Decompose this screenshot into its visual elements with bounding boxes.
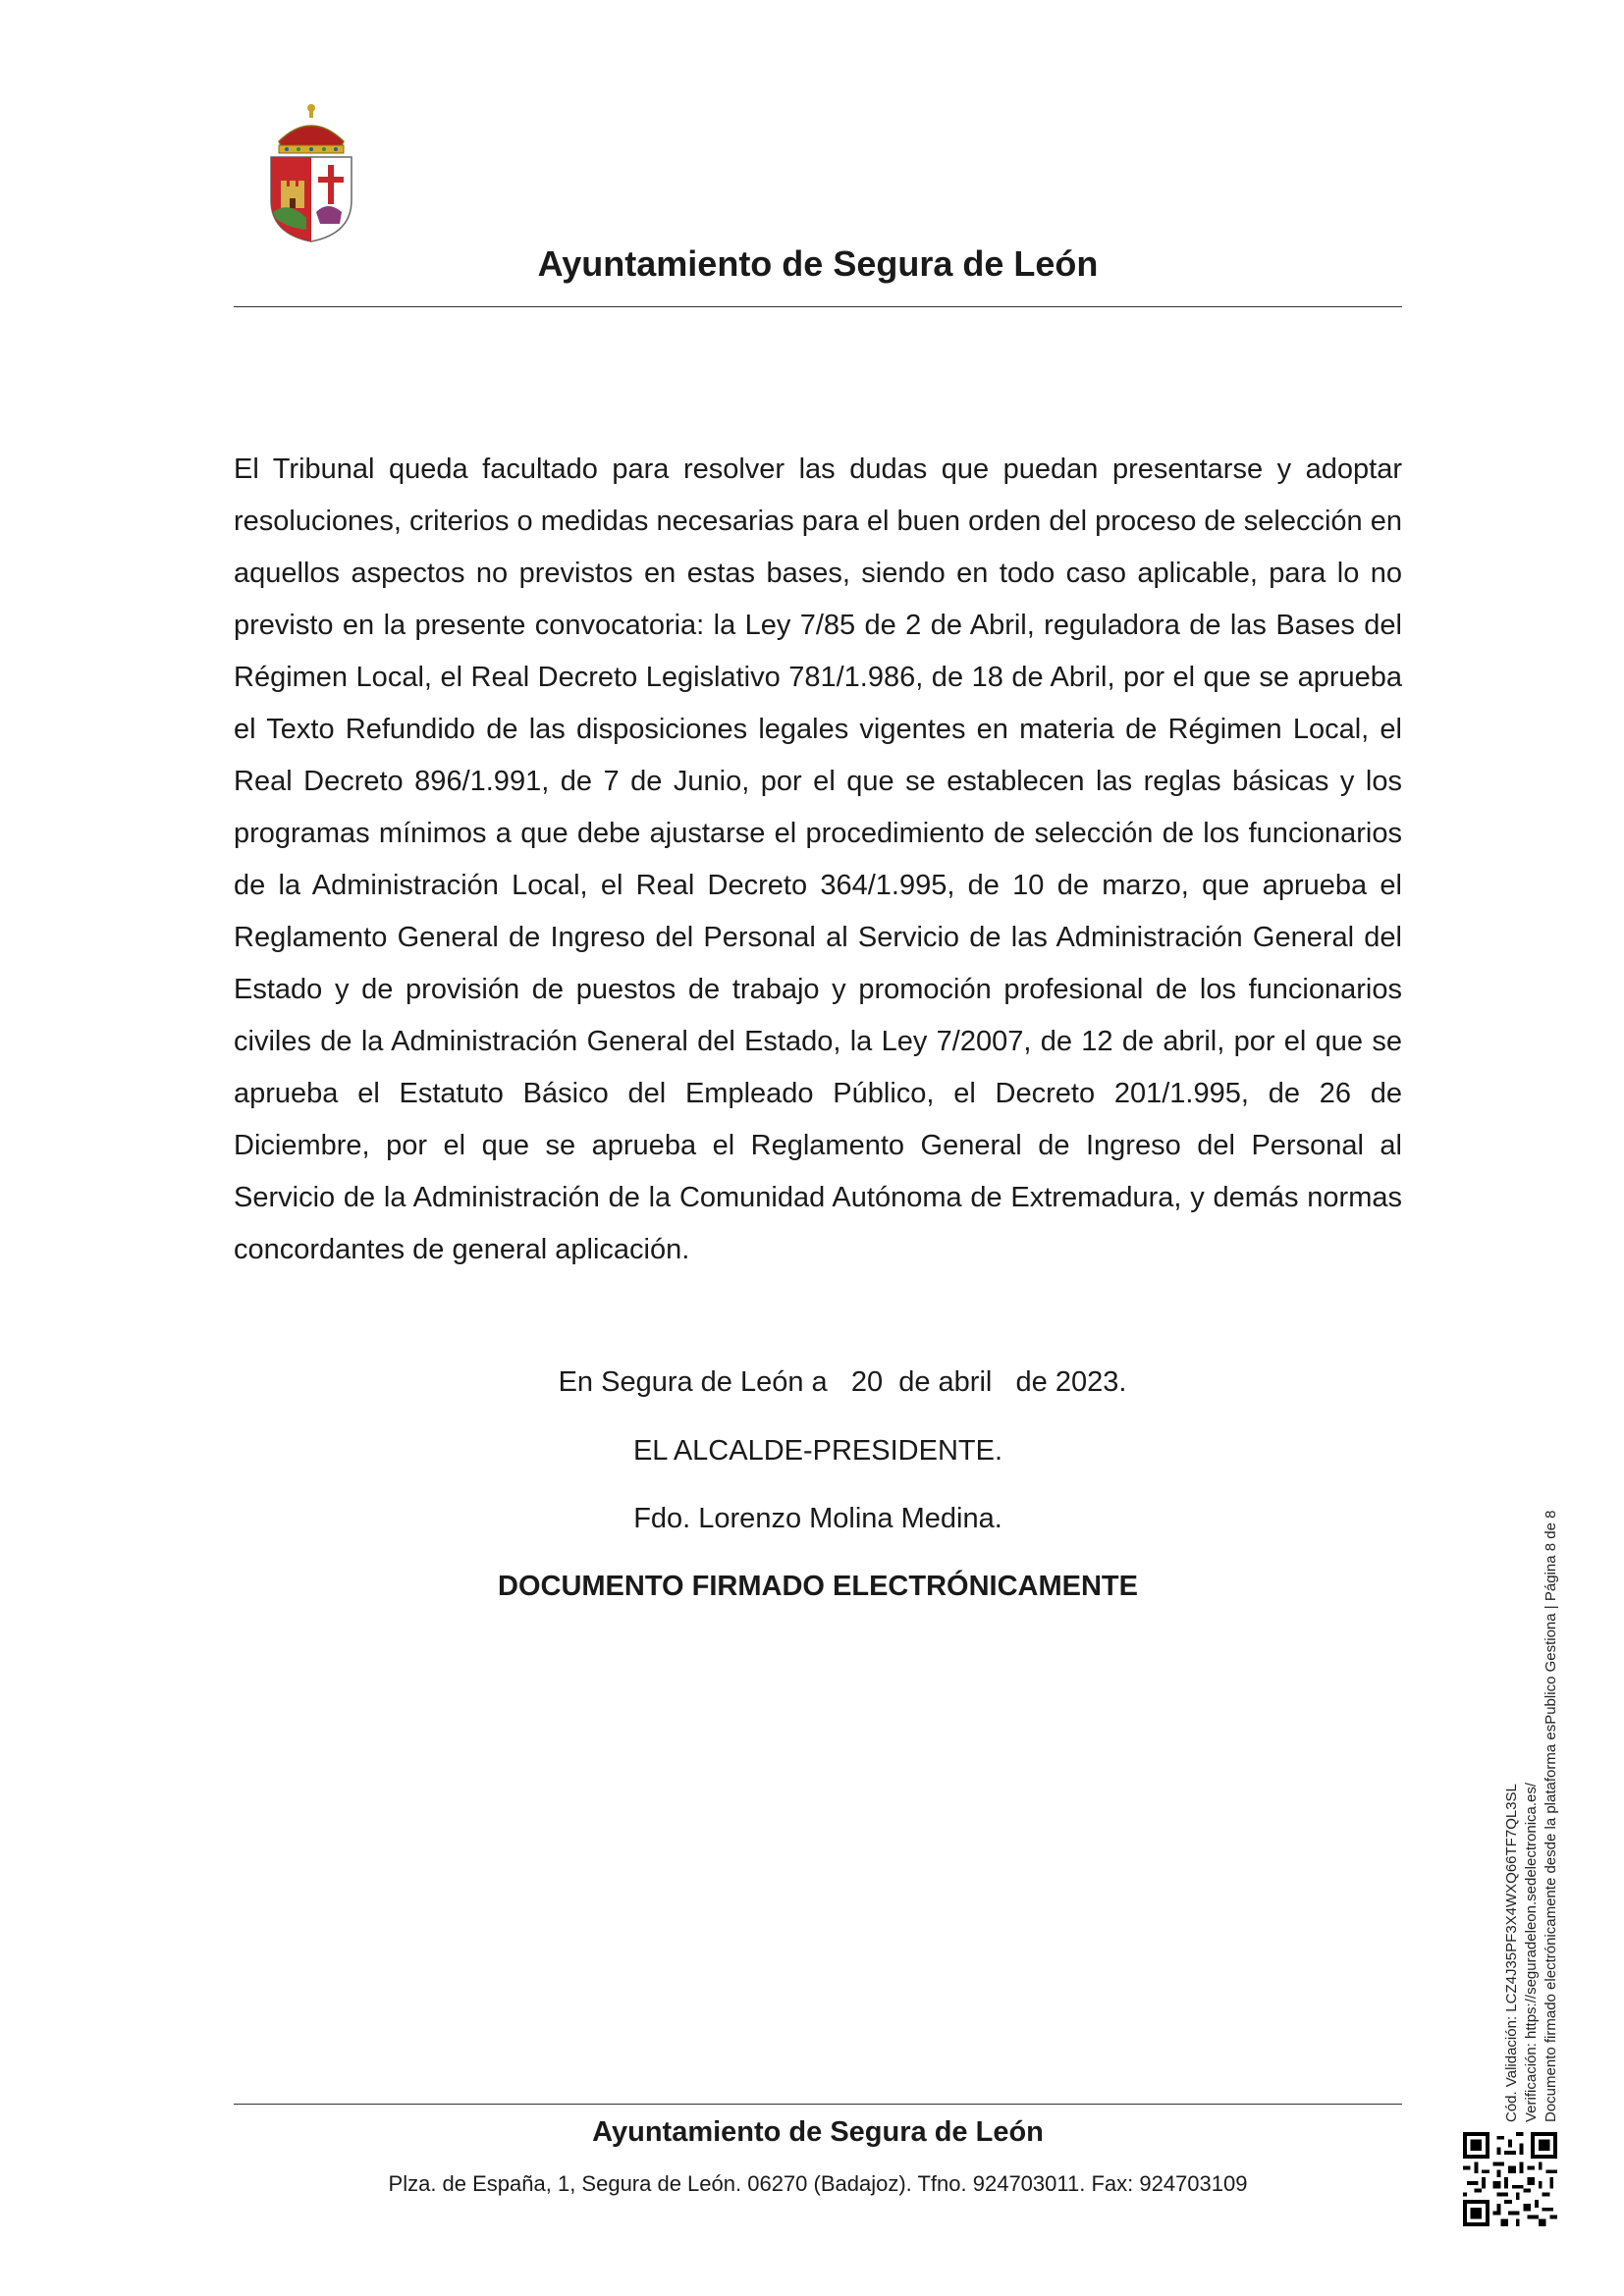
signer-title: EL ALCALDE-PRESIDENTE. <box>632 1435 1003 1467</box>
coat-of-arms-icon <box>267 102 355 243</box>
platform-note: Documento firmado electrónicamente desde la plataforma esPublico Gestiona | Página 8 de 8 <box>1543 1510 1559 2122</box>
footer-address: Plza. de España, 1, Segura de León. 06270 (Badajoz). Tfno. 924703011. Fax: 924703109 <box>388 2171 1248 2196</box>
header-divider <box>234 306 1402 307</box>
footer-divider <box>234 2104 1402 2105</box>
footer-title: Ayuntamiento de Segura de León <box>592 2116 1044 2148</box>
validation-code: Cód. Validación: LCZ4J35PF3X4WXQ66TF7QL3SL <box>1503 1784 1520 2122</box>
body-paragraph: El Tribunal queda facultado para resolver las dudas que puedan presentarse y adoptar resoluciones, criterios o medidas necesarias para el buen orden del proceso de selección en aquellos aspectos no previstos en estas bases, siendo en todo caso aplicable, para lo no previsto en la presente convocatoria: la Ley 7/85 de 2 de Abril, reguladora de las Bases del Régimen Local, el Real Decreto Legislativo 781/1.986, de 18 de Abril, por el que se aprueba el Texto Refundido de las disposiciones legales vigentes en materia de Régimen Local, el Real Decreto 896/1.991, de 7 de Junio, por el que se establecen las reglas básicas y los programas mínimos a que debe ajustarse el procedimiento de selección de los funcionarios de la Administración Local, el Real Decreto 364/1.995, de 10 de marzo, que aprueba el Reglamento General de Ingreso del Personal al Servicio de las Administración General del Estado y de provisión de puestos de trabajo y promoción profesional de los funcionarios civiles de la Administración General del Estado, la Ley 7/2007, de 12 de abril, por el que se aprueba el Estatuto Básico del Empleado Público, el Decreto 201/1.995, de 26 de Diciembre, por el que se aprueba el Reglamento General de Ingreso del Personal al Servicio de la Administración de la Comunidad Autónoma de Extremadura, y demás normas concordantes de general aplicación. <box>234 454 1402 1265</box>
qr-code-icon <box>1463 2132 1557 2226</box>
page-header-title: Ayuntamiento de Segura de León <box>537 243 1099 284</box>
signer-name: Fdo. Lorenzo Molina Medina. <box>633 1503 1002 1534</box>
electronic-signature-note: DOCUMENTO FIRMADO ELECTRÓNICAMENTE <box>498 1571 1138 1602</box>
verification-url[interactable]: Verificación: https://seguradeleon.sedelectronica.es/ <box>1523 1782 1540 2122</box>
place-date: En Segura de León a 20 de abril de 2023. <box>558 1366 1127 1398</box>
verification-sidebar <box>1502 1435 1571 2122</box>
